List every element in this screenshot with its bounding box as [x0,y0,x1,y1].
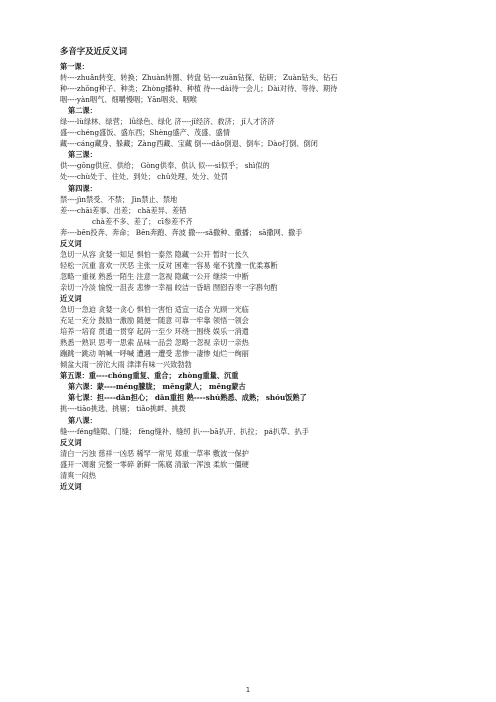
text-line: chà差不多、差了； cī参差不齐 [92,216,193,226]
text-line: 处----chù处于、住处、到处； chǔ处理、处分、处罚 [60,172,228,182]
section-heading: 第二课： [68,106,97,116]
text-line: 蹦跳一跳动 呐喊一呼喊 遭遇一遭受 悲惨一凄惨 灿烂一绚丽 [60,349,249,359]
section-heading: 第七课：担----dān担心； dān重担 熟----shú熟悉、成熟； shóu饭熟了 [68,393,307,403]
text-line: 充足一充分 鼓励一激励 随便一随意 可靠一牢靠 领悟一领会 [60,316,249,326]
text-line: 亲切一冷淡 愉悦一沮丧 悲惨一幸福 皎洁一昏暗 囫囵吞枣一字斟句酌 [60,282,278,292]
page-number: 1 [245,686,251,694]
text-line: 奔----bēn投奔、奔命； Bēn奔跑、奔波 撒----sǎ撒种、撒播； sā撒网、撒手 [60,227,303,237]
text-line: 缝----féng缝隙、门缝； fèng缝补、缝纫 扒----bā扒开、扒拉； pá扒草、扒手 [60,426,309,436]
text-line: 供----gōng供应、供给； Gòng供奉、供认 似----sì似乎； shì似的 [60,161,270,171]
section-heading: 第八课： [68,415,97,425]
text-line: 盛----chéng盛饭、盛东西；Shèng盛产、茂盛、盛情 [60,128,230,138]
text-line: 藏----cáng藏身、躲藏；Zàng西藏、宝藏 倒----dǎo倒退、倒车；Dào打倒、倒闭 [60,139,318,149]
section-heading: 近义词 [60,481,82,491]
section-heading: 反义词 [60,437,82,447]
text-line: 倾盆大雨一滂沱大雨 津津有味一兴致勃勃 [60,360,192,370]
section-heading: 反义词 [60,238,82,248]
text-line: 熟悉一熟识 思考一思索 品味一品尝 忽略一忽视 亲切一亲热 [60,338,249,348]
text-line: 咽----yàn咽气、细嚼慢咽；Yān咽炎、咽喉 [60,95,197,105]
text-line: 轻松一沉重 喜欢一厌恶 主张一反对 困难一容易 毫不犹豫一优柔寡断 [60,260,278,270]
section-heading: 第三课： [68,150,97,160]
text-line: 清白一污浊 慈祥一凶恶 稀罕一常见 郑重一草率 敷波一保护 [60,448,249,458]
text-line: 绿----lù绿林、绿营； lǜ绿色、绿化 济----jǐ经济、救济； jǐ人才济济 [60,117,275,127]
section-heading: 近义词 [60,293,82,303]
text-line: 种----zhǒng种子、种类；Zhòng播种、种植 待----dài待一会儿；Dài对待、等待、期待 [60,84,338,94]
text-line: 盛开一凋谢 完整一零碎 新鲜一陈腐 清澈一浑浊 柔软一僵硬 [60,459,249,469]
section-heading: 第四课： [68,183,97,193]
section-heading: 第六课：蒙----méng朦胧； měng蒙人； měng蒙古 [68,382,246,392]
text-line: 清爽一闷热 [60,470,96,480]
text-line: 转----zhuǎn转变、转换；Zhuàn转圈、转盘 钻----zuān钻探、钻研； Zuàn钻头、钻石 [60,73,338,83]
document-title: 多音字及近反义词 [60,46,127,56]
text-line: 忽略一重视 熟悉一陌生 注意一忽视 隐藏一公开 继续一中断 [60,271,249,281]
section-heading: 第一课： [60,62,89,71]
text-line: 差----chāi差事、出差； chā差异、差错 [60,205,187,215]
text-lines [60,61,460,492]
text-line: 培养一培育 贯通一贯穿 起码一至少 环绕一围绕 娱乐一消遣 [60,327,249,337]
text-line: 挑----tiāo挑选、挑剔； tiǎo挑衅、挑拨 [60,404,186,414]
document-content [60,46,460,492]
text-line: 禁----jìn禁受、不禁； Jìn禁止、禁地 [60,194,178,204]
text-line: 急切一从容 贪婪一知足 惧怕一泰然 隐藏一公开 暂时一长久 [60,249,249,259]
text-line: 急切一急迫 贪婪一贪心 惧怕一害怕 适宜一适合 光顾一光临 [60,305,249,315]
section-heading: 第五课：重----chóng重复、重合； zhòng重量、沉重 [60,371,239,381]
